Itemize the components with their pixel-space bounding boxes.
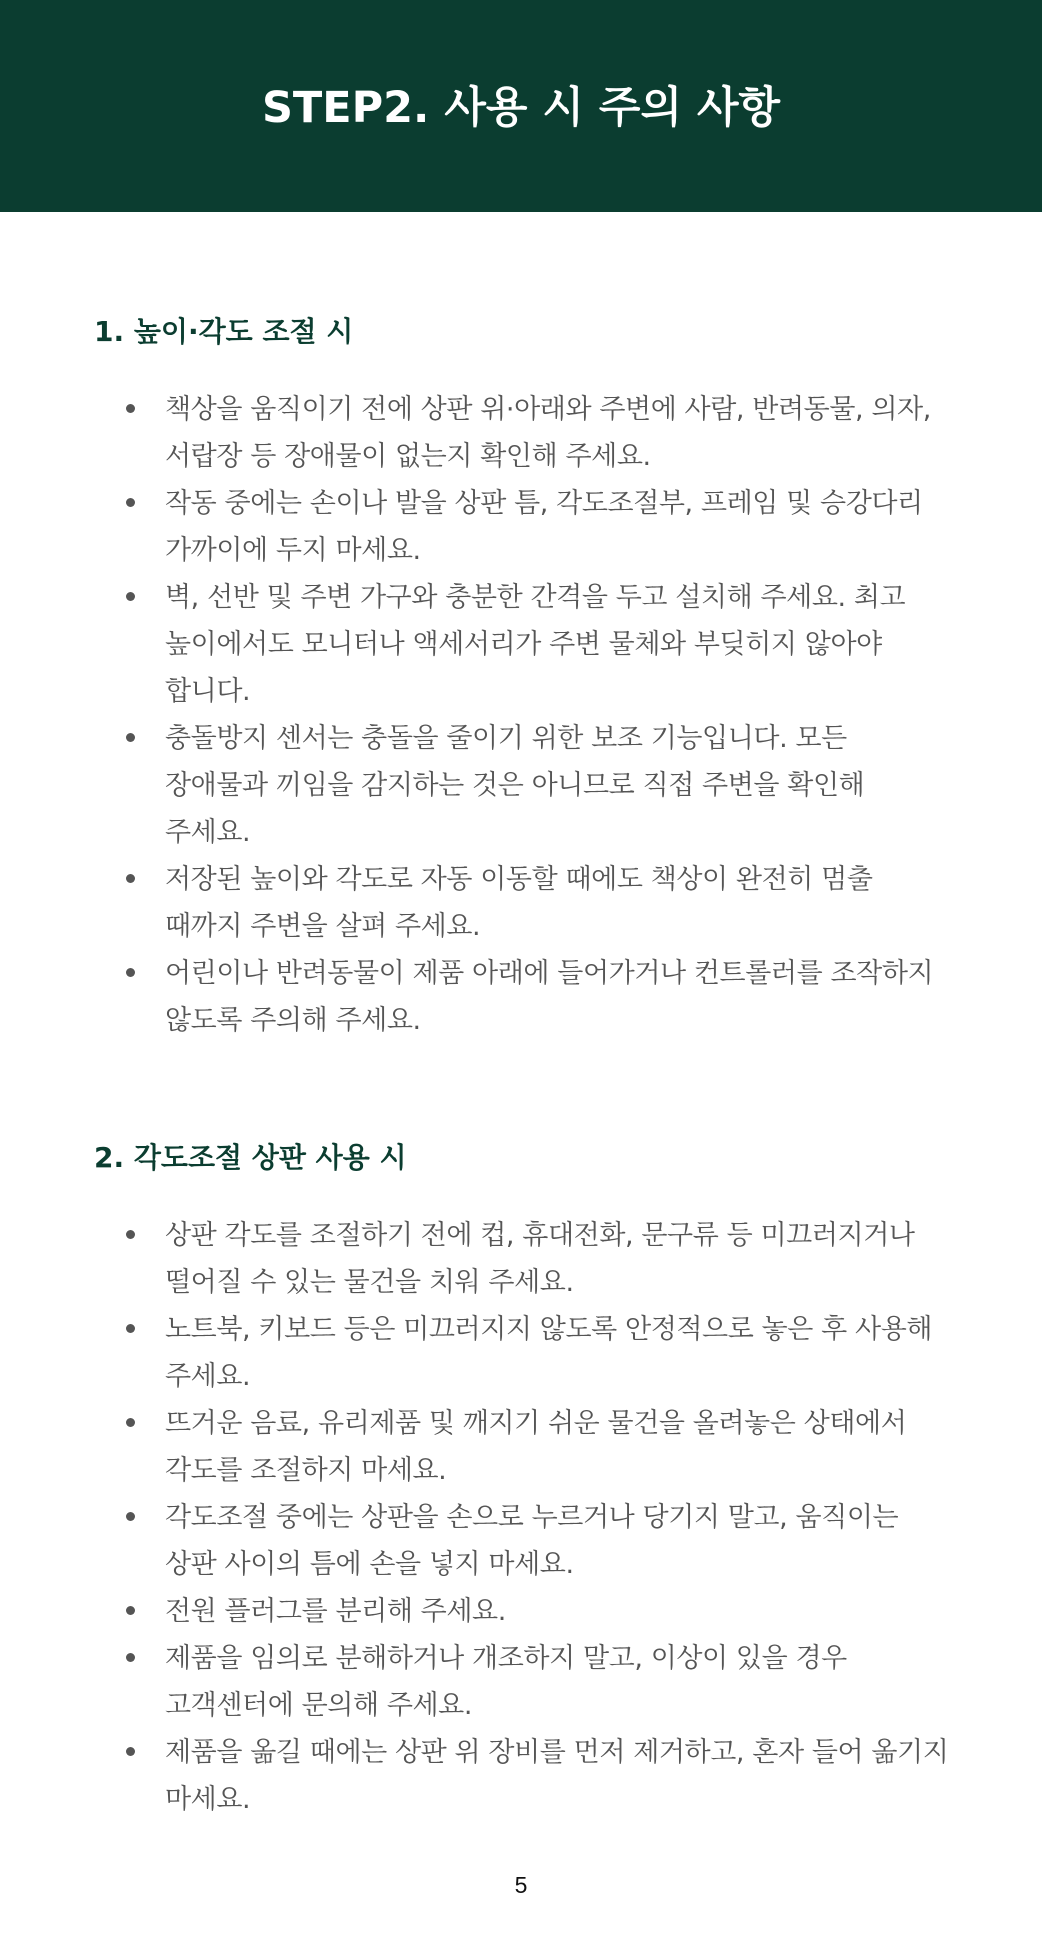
bullet-icon <box>126 1230 135 1239</box>
list-item-text: 책상을 움직이기 전에 상판 위·아래와 주변에 사람, 반려동물, 의자, 서랍장 등 장애물이 없는지 확인해 주세요. <box>165 394 931 472</box>
page-header <box>0 0 1042 212</box>
list-item-text: 저장된 높이와 각도로 자동 이동할 때에도 책상이 완전히 멈출 때까지 주변을 살펴 주세요. <box>165 864 873 942</box>
list-item <box>94 480 954 574</box>
list-item <box>94 574 954 715</box>
section-title: 1. 높이·각도 조절 시 <box>94 315 354 348</box>
list-item <box>94 1306 954 1400</box>
list-item-text: 노트북, 키보드 등은 미끄러지지 않도록 안정적으로 놓은 후 사용해 주세요. <box>165 1314 933 1392</box>
list-item-text: 벽, 선반 및 주변 가구와 충분한 간격을 두고 설치해 주세요. 최고 높이에서도 모니터나 액세서리가 주변 물체와 부딪히지 않아야 합니다. <box>165 582 906 707</box>
list-item <box>94 1729 954 1823</box>
list-item-text: 제품을 옮길 때에는 상판 위 장비를 먼저 제거하고, 혼자 들어 옮기지 마세요. <box>165 1737 949 1815</box>
list-item-text: 상판 각도를 조절하기 전에 컵, 휴대전화, 문구류 등 미끄러지거나 떨어질 수 있는 물건을 치워 주세요. <box>165 1220 915 1298</box>
bullet-icon <box>126 874 135 883</box>
page-title: STEP2. 사용 시 주의 사항 <box>261 82 781 133</box>
bullet-icon <box>126 1653 135 1662</box>
bullet-icon <box>126 1512 135 1521</box>
list-item <box>94 386 954 480</box>
bullet-icon <box>126 498 135 507</box>
list-item-text: 뜨거운 음료, 유리제품 및 깨지기 쉬운 물건을 올려놓은 상태에서 각도를 조절하지 마세요. <box>165 1408 907 1486</box>
bullet-list <box>94 386 954 1044</box>
page-number: 5 <box>514 1872 528 1898</box>
section-tilt-top <box>94 1138 954 1823</box>
bullet-icon <box>126 1324 135 1333</box>
list-item-text: 각도조절 중에는 상판을 손으로 누르거나 당기지 말고, 움직이는 상판 사이의 틈에 손을 넣지 마세요. <box>165 1502 899 1580</box>
section-title: 2. 각도조절 상판 사용 시 <box>94 1141 407 1174</box>
list-item-text: 어린이나 반려동물이 제품 아래에 들어가거나 컨트롤러를 조작하지 않도록 주의해 주세요. <box>165 958 934 1036</box>
list-item <box>94 1494 954 1588</box>
list-item <box>94 1212 954 1306</box>
list-item <box>94 1400 954 1494</box>
list-item-text: 전원 플러그를 분리해 주세요. <box>165 1596 506 1627</box>
bullet-icon <box>126 1418 135 1427</box>
bullet-icon <box>126 592 135 601</box>
list-item <box>94 715 954 856</box>
list-item-text: 작동 중에는 손이나 발을 상판 틈, 각도조절부, 프레임 및 승강다리 가까이에 두지 마세요. <box>165 488 923 566</box>
bullet-icon <box>126 404 135 413</box>
list-item-text: 충돌방지 센서는 충돌을 줄이기 위한 보조 기능입니다. 모든 장애물과 끼임을 감지하는 것은 아니므로 직접 주변을 확인해 주세요. <box>165 723 865 848</box>
bullet-icon <box>126 1606 135 1615</box>
list-item <box>94 950 954 1044</box>
bullet-icon <box>126 733 135 742</box>
bullet-icon <box>126 1747 135 1756</box>
section-height-angle <box>94 312 954 1044</box>
list-item-text: 제품을 임의로 분해하거나 개조하지 말고, 이상이 있을 경우 고객센터에 문의해 주세요. <box>165 1643 847 1721</box>
bullet-icon <box>126 968 135 977</box>
list-item <box>94 856 954 950</box>
bullet-list <box>94 1212 954 1823</box>
list-item <box>94 1588 954 1635</box>
content <box>94 312 954 1823</box>
list-item <box>94 1635 954 1729</box>
